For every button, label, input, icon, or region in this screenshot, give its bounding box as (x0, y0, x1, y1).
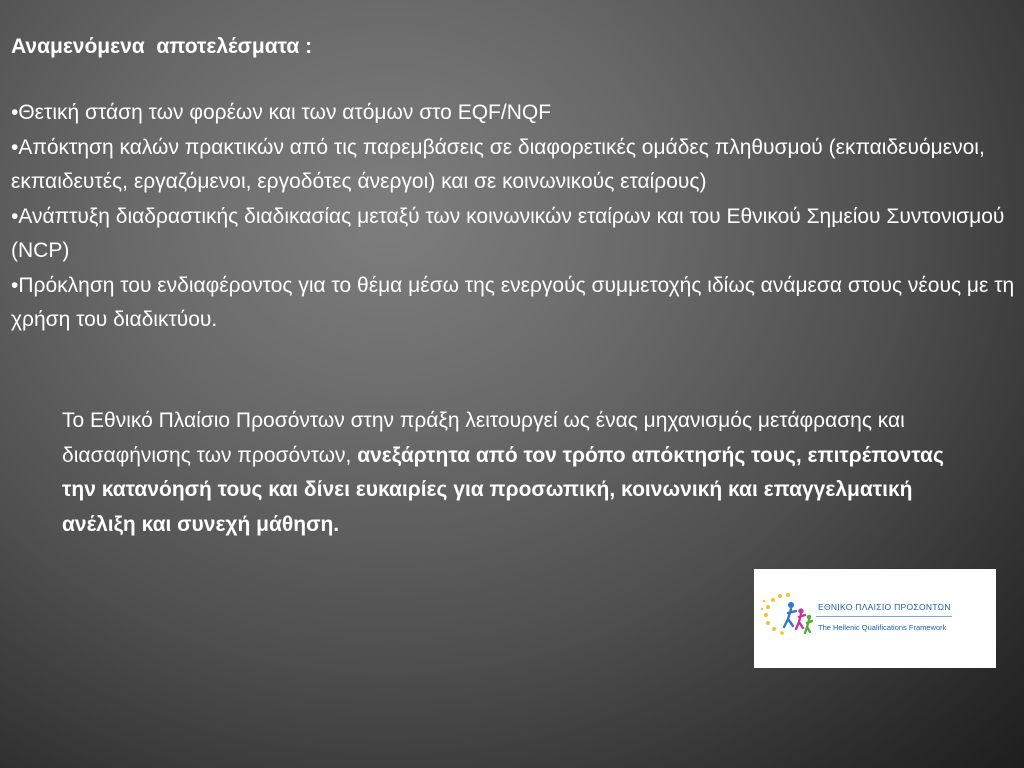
bullet-item: •Απόκτηση καλών πρακτικών από τις παρεμβάσεις σε διαφορετικές ομάδες πληθυσμού (εκπαιδευόμενοι, εκπαιδευτές, εργαζόμενοι, εργοδότες άνεργοι) και σε κοινωνικούς εταίρους) (11, 135, 985, 193)
hqf-logo (754, 569, 996, 668)
expected-results-list (11, 96, 1016, 338)
logo-divider (816, 616, 952, 617)
logo-title: ΕΘΝΙΚΟ ΠΛΑΙΣΙΟ ΠΡΟΣΟΝΤΩΝ (818, 602, 951, 612)
paragraph-bold-text: ανεξάρτητα από τον τρόπο απόκτησής τους, επιτρέποντας την κατανόησή τους και δίνει ευκαιρίες για προσωπική, κοινωνική και επαγγελματική ανέλιξη και συνεχή μάθηση. (62, 443, 944, 536)
bullet-item: •Πρόκληση του ενδιαφέροντος για το θέμα μέσω της ενεργούς συμμετοχής ιδίως ανάμεσα στους νέους με τη χρήση του διαδικτύου. (11, 273, 1015, 331)
stars-and-figures-emblem-icon (758, 587, 816, 639)
logo-subtitle: The Hellenic Qualifications Framework (818, 623, 947, 632)
paragraph-normal-text: Το Εθνικό Πλαίσιο Προσόντων στην πράξη λειτουργεί ως ένας μηχανισμός μετάφρασης και διασαφήνισης των προσόντων, (62, 409, 905, 467)
bullet-item: •Ανάπτυξη διαδραστικής διαδικασίας μεταξύ των κοινωνικών εταίρων και του Εθνικού Σημείου Συντονισμού (NCP) (11, 204, 1005, 262)
nqf-paragraph (62, 404, 972, 542)
slide-heading: Αναμενόμενα αποτελέσματα : (11, 35, 313, 58)
bullet-item: •Θετική στάση των φορέων και των ατόμων στο EQF/NQF (11, 101, 552, 124)
